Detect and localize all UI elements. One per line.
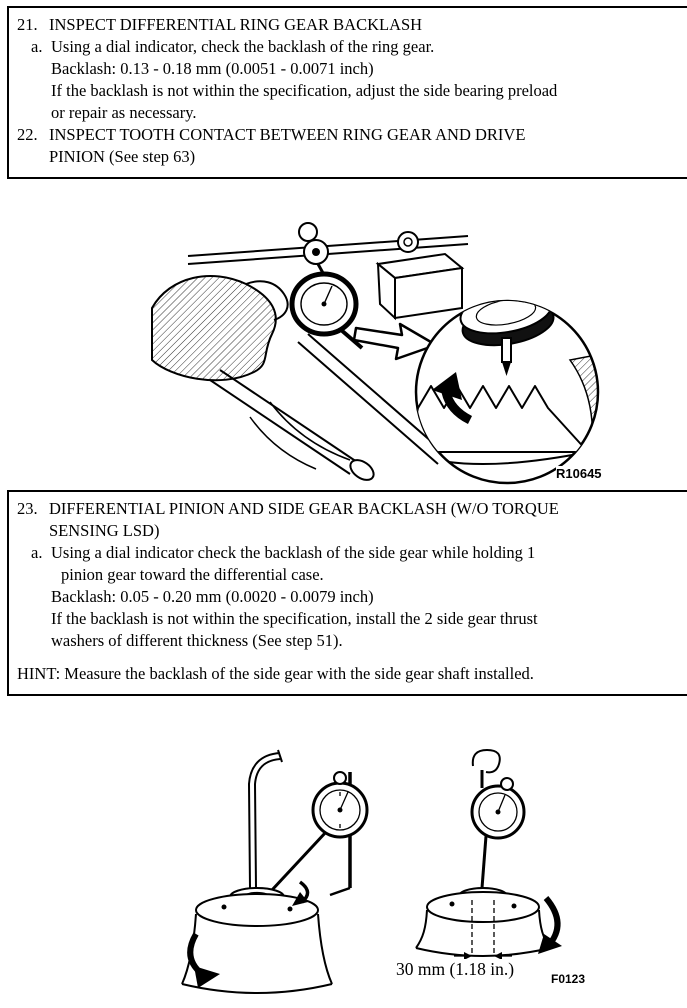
ring-gear-backlash-illustration (150, 212, 687, 497)
step-23-title-cont: SENSING LSD) (49, 521, 160, 540)
step-22-title-cont: PINION (See step 63) (49, 147, 196, 166)
item-a-text: Using a dial indicator check the backlash of the side gear while holding 1 (51, 543, 536, 562)
note-line: washers of different thickness (See step 51). (51, 631, 343, 650)
item-a-label: a. (31, 543, 43, 562)
step-21-number: 21. (17, 15, 38, 34)
figure-ring-gear-backlash (150, 212, 687, 497)
note-line: or repair as necessary. (51, 103, 197, 122)
item-a-text: Using a dial indicator, check the backlash of the ring gear. (51, 37, 435, 56)
step-23-number: 23. (17, 499, 38, 518)
figure-side-gear-backlash (180, 742, 600, 1008)
step-22 (17, 124, 687, 168)
step-22-title: INSPECT TOOTH CONTACT BETWEEN RING GEAR AND DRIVE (49, 125, 526, 144)
step-23 (17, 498, 687, 542)
step-21-title: INSPECT DIFFERENTIAL RING GEAR BACKLASH (49, 15, 423, 34)
backlash-spec: Backlash: 0.13 - 0.18 mm (0.0051 - 0.0071 inch) (51, 59, 374, 78)
hint-text: HINT: Measure the backlash of the side gear with the side gear shaft installed. (17, 664, 534, 683)
step-23-title: DIFFERENTIAL PINION AND SIDE GEAR BACKLASH (W/O TORQUE (49, 499, 559, 518)
note-line: If the backlash is not within the specification, install the 2 side gear thrust (51, 609, 538, 628)
step-21 (17, 14, 687, 36)
figure-ref-label: F0123 (551, 972, 586, 986)
step-22-number: 22. (17, 125, 38, 144)
side-gear-backlash-illustration (180, 742, 600, 1008)
dimension-label: 30 mm (1.18 in.) (396, 959, 515, 979)
item-a-text-cont: pinion gear toward the differential case. (61, 565, 324, 584)
step-23-item-a (31, 542, 687, 652)
backlash-spec: Backlash: 0.05 - 0.20 mm (0.0020 - 0.0079 inch) (51, 587, 374, 606)
note-line: If the backlash is not within the specification, adjust the side bearing preload (51, 81, 558, 100)
instruction-box-side-gear (7, 490, 687, 696)
item-a-label: a. (31, 37, 43, 56)
instruction-box-ring-gear (7, 6, 687, 179)
figure-ref-label: R10645 (556, 466, 602, 481)
step-21-item-a (31, 36, 687, 124)
